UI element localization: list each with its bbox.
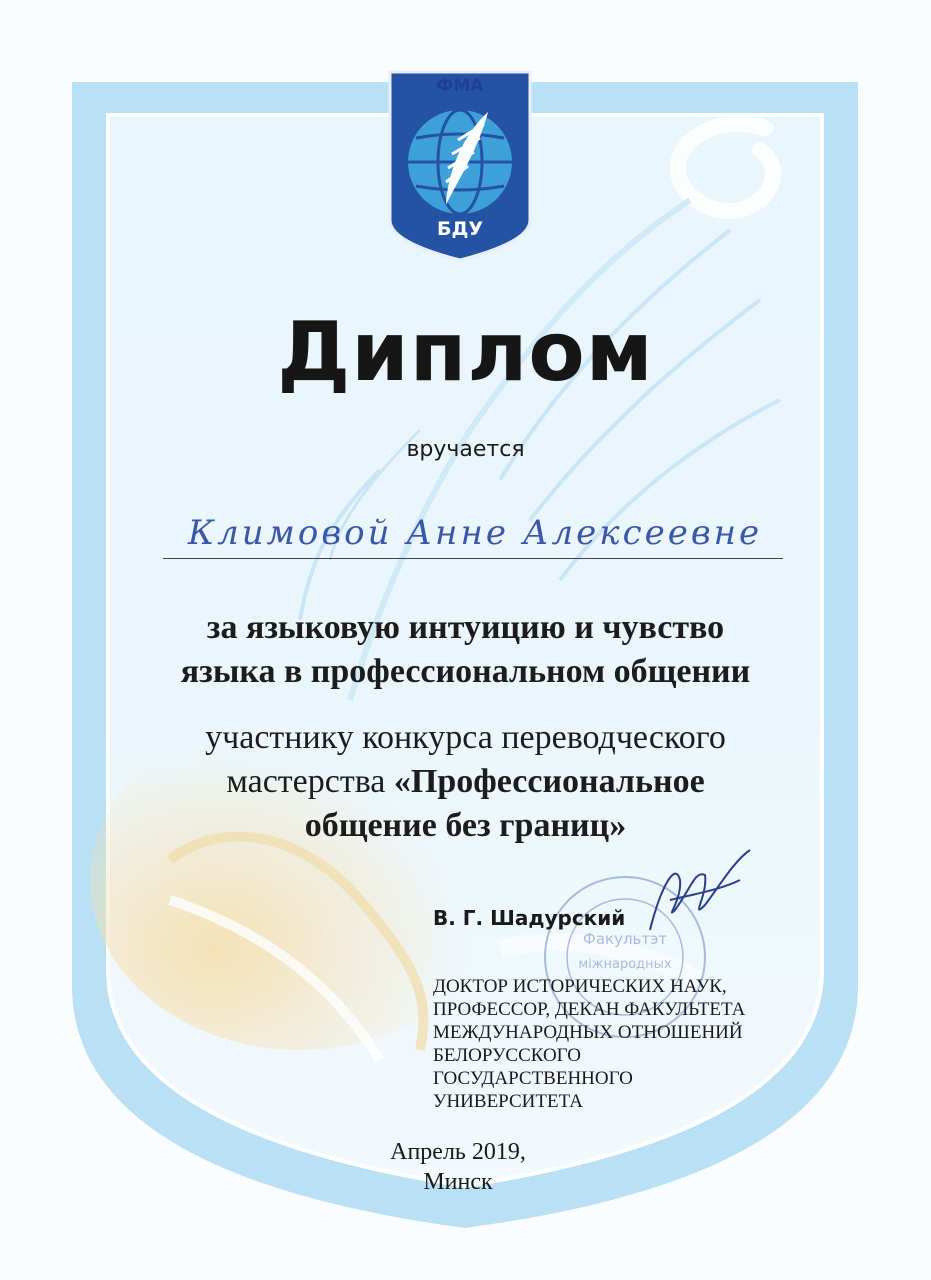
award-reason-line: за языковую интуицию и чувство [206, 609, 725, 646]
signer-title-line: ПРОФЕССОР, ДЕКАН ФАКУЛЬТЕТА [433, 999, 746, 1020]
participant-line [0, 804, 931, 848]
participant-text [0, 716, 931, 848]
handwritten-signature-icon [620, 840, 760, 940]
participant-line: участнику конкурса переводческого [205, 719, 726, 756]
signer-name: В. Г. Шадурский [433, 906, 626, 930]
issue-place: Минск [423, 1169, 493, 1195]
issue-date-place [0, 1137, 916, 1197]
contest-name-part1: «Профессиональное [393, 763, 705, 800]
participant-line [0, 760, 931, 804]
award-reason [0, 606, 931, 694]
participant-plain: мастерства [226, 763, 394, 800]
faculty-emblem [388, 70, 532, 262]
recipient-underline [163, 558, 783, 559]
signer-title-line: БЕЛОРУССКОГО [433, 1045, 581, 1066]
signer-title-line: ГОСУДАРСТВЕННОГО [433, 1068, 633, 1089]
awarded-text: вручается [406, 437, 525, 462]
signer-title [433, 975, 793, 1113]
signer-title-line: ДОКТОР ИСТОРИЧЕСКИХ НАУК, [433, 976, 727, 997]
signer-title-line: МЕЖДУНАРОДНЫХ ОТНОШЕНИЙ [433, 1022, 743, 1043]
issue-date: Апрель 2019, [390, 1139, 526, 1165]
award-reason-line: языка в профессиональном общении [180, 653, 751, 690]
signer-title-line: УНИВЕРСИТЕТА [433, 1091, 583, 1112]
emblem-top-label: ФМА [436, 76, 484, 96]
contest-name-part2: общение без границ» [304, 807, 627, 844]
stamp-center-text2: міжнародных [578, 957, 672, 972]
recipient-name: Климовой Анне Алексеевне [187, 513, 763, 553]
emblem-bottom-label: БДУ [436, 218, 484, 240]
stamp-center-text: Факультэт [582, 930, 668, 948]
diploma-title: Диплом [277, 305, 654, 400]
